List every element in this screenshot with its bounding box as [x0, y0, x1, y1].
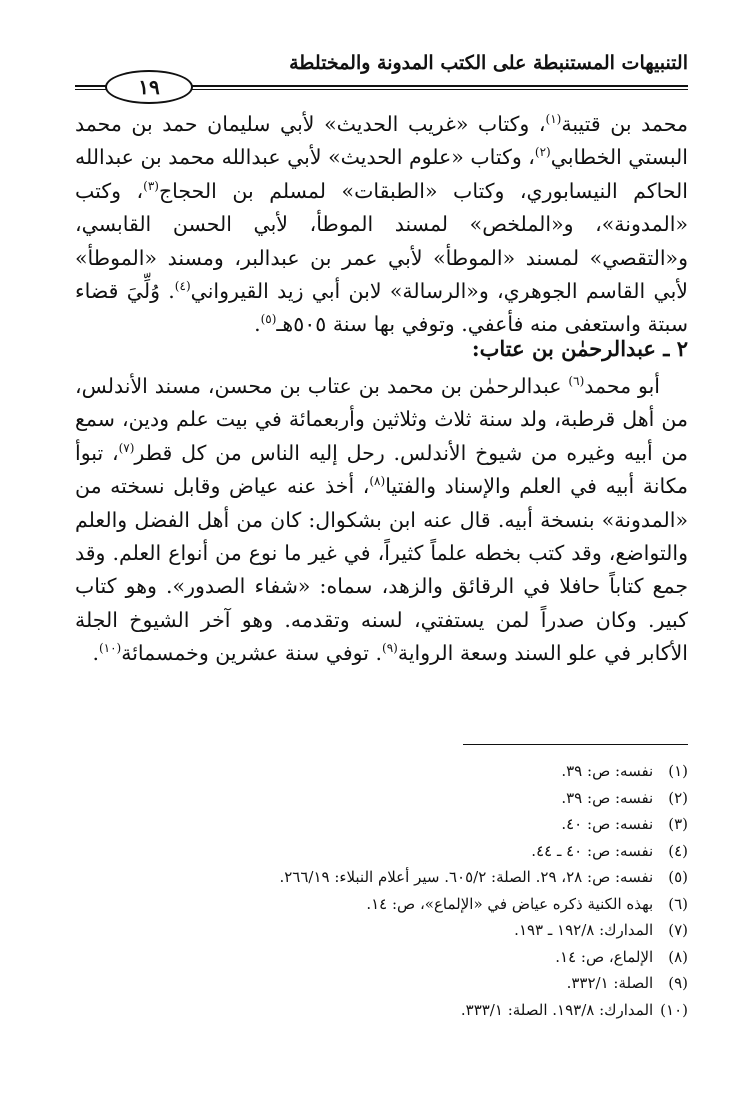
- footnote-item: [68, 838, 688, 865]
- footnote-text: المدارك: ١٩٣/٨. الصلة: ٣٣٣/١.: [460, 1000, 654, 1019]
- footnote-text: نفسه: ص: ٣٩.: [561, 762, 654, 780]
- running-title: التنبيهات المستنبطة على الكتب المدونة والمختلطة: [289, 52, 688, 74]
- footnote-ref[interactable]: (٢): [534, 145, 551, 160]
- footnote-number: (٤): [668, 841, 688, 860]
- text-run: ، وكتب «المدونة»، و«الملخص» لمسند الموطأ، لأبي الحسن القابسي، و«التقصي» لمسند «الموطأ» لأبي عمر بن عبدالبر، ومسند «الموطأ» لأبي القاسم الجوهري، و«الرسالة» لابن أبي زيد القيرواني: [75, 178, 688, 304]
- footnote-ref[interactable]: (٩): [382, 641, 398, 656]
- footnote-text: نفسه: ص: ٤٠.: [561, 815, 654, 833]
- footnote-text: الإلماع، ص: ١٤.: [555, 947, 654, 966]
- footnote-number: (٨): [668, 947, 688, 966]
- text-run: أبو محمد: [584, 374, 660, 398]
- footnote-ref[interactable]: (٤): [174, 279, 191, 294]
- paragraph: [75, 370, 688, 671]
- text-run: .: [254, 312, 261, 337]
- footnote-text: نفسه: ص: ٢٨، ٢٩. الصلة: ٦٠٥/٢. سير أعلام النبلاء: ٢٦٦/١٩.: [279, 868, 654, 886]
- footnote-ref[interactable]: (٥): [260, 312, 277, 327]
- footnote-item: [68, 944, 688, 971]
- footnote-ref[interactable]: (١٠): [98, 641, 122, 656]
- footnotes: [68, 758, 688, 1023]
- footnote-text: الصلة: ٣٣٢/١.: [566, 974, 654, 992]
- footnote-number: (٩): [668, 974, 688, 992]
- footnote-ref[interactable]: (٨): [369, 474, 386, 489]
- footnote-number: (٢): [668, 788, 688, 807]
- footnote-number: (٥): [668, 868, 688, 886]
- footnote-text: بهذه الكنية ذكره عياض في «الإلماع»، ص: ١٤.: [366, 894, 654, 913]
- footnote-item: [68, 758, 688, 785]
- footnote-ref[interactable]: (٧): [118, 440, 135, 455]
- footnote-ref[interactable]: (١): [545, 112, 562, 127]
- text-run: محمد بن قتيبة: [561, 112, 688, 136]
- footnote-item: [68, 970, 688, 997]
- footnote-item: [68, 864, 688, 891]
- footnote-number: (١٠): [660, 1000, 688, 1019]
- text-run: ، أخذ عنه عياض وقابل نسخته من «المدونة» بنسخة أبيه. قال عنه ابن بشكوال: كان من أهل الفضل والعلم والتواضع، وقد كتب بخطه علماً كثيراً، في غير ما نوع من أنواع العلم. وقد جمع كتاباً حافلا في الرقائق والزهد، سماه: «شفاء الصدور». وهو كتاب كبير. وكان صدراً لمن يستفتي، لسنه وتقدمه. وهو آخر الشيوخ الجلة الأكابر في علو السند وسعة الرواية: [75, 474, 688, 666]
- text-run: ، وكتاب «غريب الحديث» لأبي سليمان حمد بن محمد البستي الخطابي: [75, 112, 688, 170]
- footnote-separator: [463, 744, 688, 745]
- page-number: ١٩: [105, 70, 193, 104]
- footnote-ref[interactable]: (٦): [568, 374, 585, 389]
- footnote-number: (٦): [668, 894, 688, 913]
- text-run: عبدالرحمٰن بن محمد بن عتاب بن محسن، مسند الأندلس، من أهل قرطبة، ولد سنة ثلاث وثلاثين وأربعمائة في بيت علم ودين، سمع من أبيه وغيره من شيوخ الأندلس. رحل إليه الناس من كل قطر: [75, 374, 689, 465]
- footnote-text: المدارك: ١٩٢/٨ ـ ١٩٣.: [514, 921, 654, 939]
- section-2-text: [75, 370, 688, 671]
- footnote-text: نفسه: ص: ٣٩.: [561, 788, 654, 807]
- footnote-item: [68, 785, 688, 812]
- text-run: ، وكتاب «علوم الحديث» لأبي عبدالله محمد بن عبدالله الحاكم النيسابوري، وكتاب «الطبقات» لمسلم بن الحجاج: [75, 145, 688, 203]
- paragraph: [75, 108, 688, 342]
- footnote-item: [68, 997, 688, 1024]
- page-header: [75, 52, 688, 99]
- footnote-ref[interactable]: (٣): [143, 178, 159, 193]
- text-run: ، تبوأ مكانة أبيه في العلم والإسناد والفتيا: [75, 440, 688, 499]
- section-1-text: [75, 108, 688, 342]
- footnote-item: [68, 917, 688, 944]
- text-run: . توفي سنة عشرين وخمسمائة: [121, 641, 382, 666]
- footnote-item: [68, 891, 688, 918]
- footnote-text: نفسه: ص: ٤٠ ـ ٤٤.: [531, 841, 654, 860]
- footnote-item: [68, 811, 688, 838]
- section-heading: ٢ ـ عبدالرحمٰن بن عتاب:: [471, 336, 688, 361]
- text-run: . وُلِّيَ قضاء سبتة واستعفى منه فأعفي. وتوفي بها سنة ٥٠٥هـ: [75, 279, 688, 337]
- footnote-number: (٣): [668, 815, 688, 833]
- footnote-number: (٧): [668, 921, 688, 939]
- text-run: .: [92, 641, 99, 666]
- footnote-number: (١): [668, 762, 688, 780]
